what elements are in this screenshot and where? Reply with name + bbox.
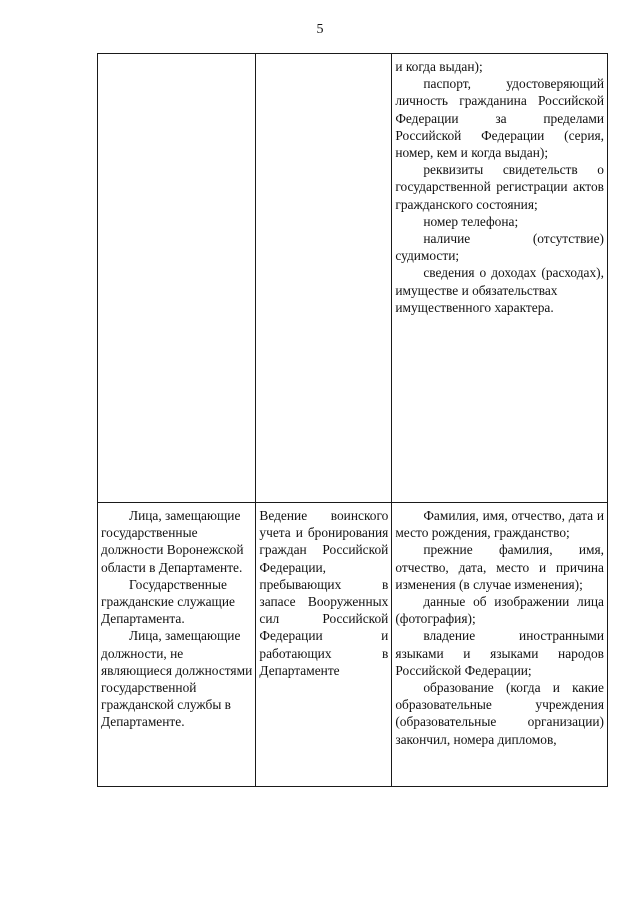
data-item: и когда выдан);	[395, 59, 483, 74]
table-cell-empty-1	[98, 54, 256, 503]
data-item: реквизиты свидетельств о государственной регистрации актов гражданского состояния;	[395, 162, 604, 212]
table-row	[98, 503, 608, 787]
data-item: Фамилия, имя, отчество, дата и место рождения, гражданство;	[395, 508, 604, 541]
data-item: имущественного характера.	[395, 299, 554, 315]
data-item: данные об изображении лица (фотография);	[395, 594, 604, 627]
personal-data-cell	[392, 54, 608, 503]
subject-category: Лица, замещающие должности, не являющиеся должностями государственной гражданской службы в Департаменте.	[101, 628, 253, 730]
data-item: прежние фамилия, имя, отчество, дата, место и причина изменения (в случае изменения);	[395, 542, 604, 592]
data-item: номер телефона;	[423, 213, 519, 229]
processing-purpose: Ведение воинского учета и бронирования граждан Российской Федерации, пребывающих в запасе Вооруженных сил Российской Федерации и работающих в Департаменте	[259, 508, 389, 678]
data-item: сведения о доходах (расходах), имуществе и обязательствах	[395, 265, 604, 298]
subjects-cell	[98, 503, 256, 787]
page-number: 5	[316, 22, 324, 37]
table-cell-empty-2	[256, 54, 392, 503]
data-item: паспорт, удостоверяющий личность гражданина Российской Федерации за пределами Российской Федерации (серия, номер, кем и когда выдан);	[395, 76, 604, 161]
subject-category: Государственные гражданские служащие Департамента.	[101, 576, 235, 627]
data-item: наличие (отсутствие) судимости;	[395, 231, 604, 264]
purpose-cell	[256, 503, 392, 787]
data-item: образование (когда и какие образовательные учреждения (образовательные организации) закончил, номера дипломов,	[395, 680, 604, 747]
table-row	[98, 54, 608, 503]
data-table	[97, 53, 608, 787]
data-item: владение иностранными языками и языками народов Российской Федерации;	[395, 628, 604, 678]
personal-data-cell	[392, 503, 608, 787]
subject-category: Лица, замещающие государственные должности Воронежской области в Департаменте.	[101, 508, 244, 575]
